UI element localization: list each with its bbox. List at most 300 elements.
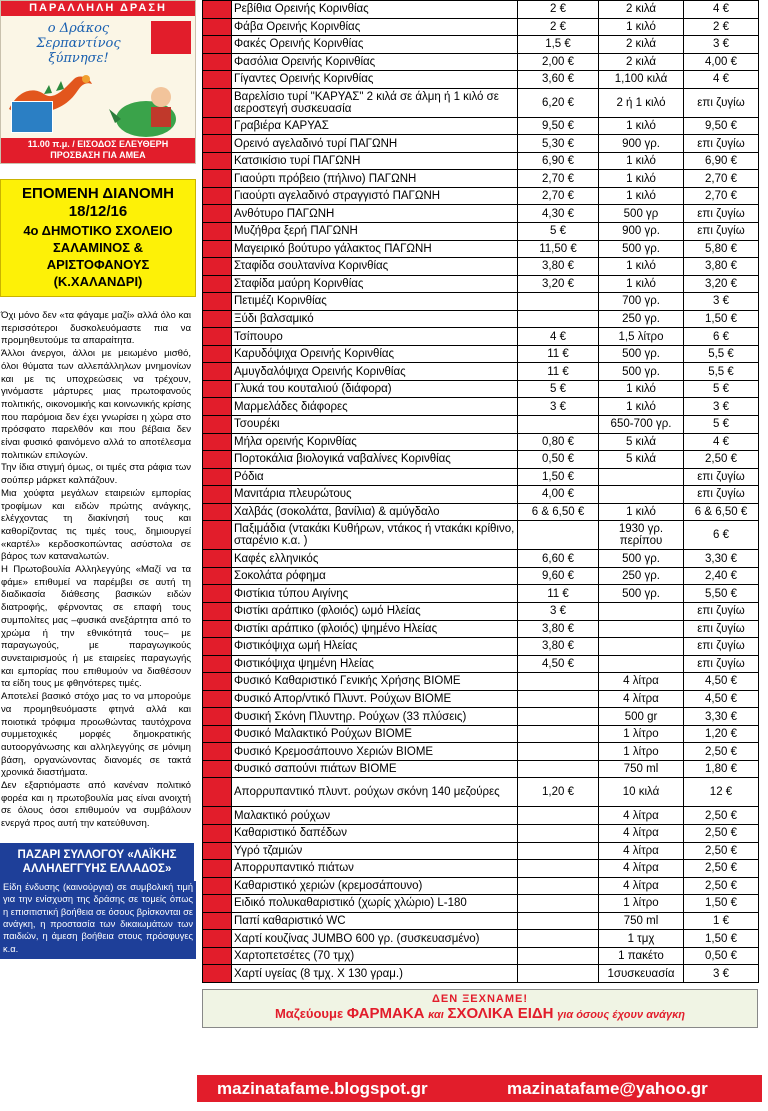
table-row [203, 363, 759, 381]
product-name: Κατσικίσιο τυρί ΠΑΓΩΝΗ [232, 152, 518, 170]
quantity: 4 λίτρα [599, 807, 684, 825]
quantity: 500 γρ. [599, 550, 684, 568]
unit-price: 1,20 € [518, 778, 599, 807]
total-price: 1,80 € [684, 760, 759, 778]
quantity: 5 κιλά [599, 451, 684, 469]
total-price: 4 € [684, 1, 759, 19]
unit-price: 5 € [518, 380, 599, 398]
event-bottom-info [1, 138, 195, 163]
total-price: 1,50 € [684, 895, 759, 913]
product-name: Απορρυπαντικό πιάτων [232, 860, 518, 878]
table-row [203, 293, 759, 311]
quantity: 1 λίτρο [599, 895, 684, 913]
total-price: 5,5 € [684, 345, 759, 363]
row-number [203, 877, 232, 895]
row-number [203, 690, 232, 708]
table-row [203, 778, 759, 807]
quantity: 4 λίτρα [599, 842, 684, 860]
row-number [203, 187, 232, 205]
product-name: Απορρυπαντικό πλυντ. ρούχων σκόνη 140 μεζούρες [232, 778, 518, 807]
quantity: 1 κιλό [599, 152, 684, 170]
unit-price [518, 673, 599, 691]
quantity: 1,100 κιλά [599, 71, 684, 89]
unit-price: 6,90 € [518, 152, 599, 170]
table-row [203, 433, 759, 451]
quantity: 250 γρ. [599, 567, 684, 585]
product-name: Χαλβάς (σοκολάτα, βανίλια) & αμύγδαλο [232, 503, 518, 521]
unit-price: 6 & 6,50 € [518, 503, 599, 521]
row-number [203, 743, 232, 761]
unit-price: 3,80 € [518, 620, 599, 638]
total-price: επι ζυγίω [684, 88, 759, 117]
banner-heading: ΔΕΝ ΞΕΧΝΑΜΕ! [431, 992, 529, 1005]
quantity [599, 602, 684, 620]
row-number [203, 451, 232, 469]
table-row [203, 117, 759, 135]
unit-price: 0,50 € [518, 451, 599, 469]
table-row [203, 416, 759, 434]
unit-price: 1,5 € [518, 36, 599, 54]
product-name: Φυσική Σκόνη Πλυντηρ. Ρούχων (33 πλύσεις) [232, 708, 518, 726]
product-name: Φυσικό Κρεμοσάπουνο Χεριών BIOME [232, 743, 518, 761]
total-price: 6,90 € [684, 152, 759, 170]
total-price: 2,50 € [684, 743, 759, 761]
table-row [203, 585, 759, 603]
table-row [203, 807, 759, 825]
banner-school-supplies: ΣΧΟΛΙΚΑ ΕΙΔΗ [447, 1004, 554, 1022]
product-name: Καθαριστικό δαπέδων [232, 824, 518, 842]
total-price: 2 € [684, 18, 759, 36]
unit-price [518, 708, 599, 726]
table-row [203, 53, 759, 71]
table-row [203, 620, 759, 638]
product-name: Φακές Ορεινής Κορινθίας [232, 36, 518, 54]
event-badge [151, 21, 191, 54]
book-illustration [11, 101, 53, 133]
paragraph: Δεν εξαρτιόμαστε από κανέναν πολιτικό φορέα και η πρωτοβουλία μας είναι ανοιχτή σε όλους όσοι επιθυμούν να συμβάλουν ενεργά προς αυτή την κατεύθυνση. [1, 780, 191, 830]
unit-price [518, 521, 599, 550]
row-number [203, 486, 232, 504]
product-name: Φασόλια Ορεινής Κορινθίας [232, 53, 518, 71]
blog-link[interactable]: mazinatafame.blogspot.gr [217, 1079, 428, 1098]
product-name: Πετιμέζι Κορινθίας [232, 293, 518, 311]
row-number [203, 36, 232, 54]
total-price: 4 € [684, 433, 759, 451]
paragraph: Η Πρωτοβουλία Αλληλεγγύης «Μαζί να τα φάμε» επιθυμεί να παρέμβει σε αυτή τη διαδικασία διάθεσης βασικών ειδών διατροφής, φέρνοντας σε επαφή τους συμπολίτες μας –φυσικά ανεξάρτητα από το χρώμα ή την εθνικότητά τους– με παραγωγούς, με παραγωγικούς συνεταιρισμούς ή με εταιρείες παραγωγής και εμπορίας που επιθυμούν να διαθέσουν τα είδη τους με φθηνότερες τιμές. [1, 564, 191, 690]
unit-price: 2 € [518, 18, 599, 36]
row-number [203, 117, 232, 135]
table-row [203, 88, 759, 117]
table-row [203, 965, 759, 983]
row-number [203, 760, 232, 778]
table-row [203, 135, 759, 153]
unit-price: 3,20 € [518, 275, 599, 293]
quantity: 1 κιλό [599, 187, 684, 205]
product-name: Γίγαντες Ορεινής Κορινθίας [232, 71, 518, 89]
total-price: 5,50 € [684, 585, 759, 603]
table-row [203, 71, 759, 89]
total-price: επι ζυγίω [684, 486, 759, 504]
unit-price: 6,60 € [518, 550, 599, 568]
total-price: 3,20 € [684, 275, 759, 293]
row-number [203, 930, 232, 948]
total-price: 3 € [684, 293, 759, 311]
left-column [0, 0, 197, 959]
quantity: 2 ή 1 κιλό [599, 88, 684, 117]
total-price: 3,80 € [684, 258, 759, 276]
unit-price: 4,00 € [518, 486, 599, 504]
quantity: 500 γρ. [599, 363, 684, 381]
product-name: Φιστίκι αράπικο (φλοιός) ωμό Ηλείας [232, 602, 518, 620]
total-price: 1,50 € [684, 930, 759, 948]
unit-price: 11 € [518, 363, 599, 381]
row-number [203, 860, 232, 878]
total-price: 9,50 € [684, 117, 759, 135]
row-number [203, 433, 232, 451]
table-row [203, 310, 759, 328]
product-name: Ρόδια [232, 468, 518, 486]
unit-price [518, 310, 599, 328]
product-name: Μαγειρικό βούτυρο γάλακτος ΠΑΓΩΝΗ [232, 240, 518, 258]
unit-price [518, 293, 599, 311]
table-row [203, 240, 759, 258]
total-price: 5,80 € [684, 240, 759, 258]
total-price: 2,70 € [684, 187, 759, 205]
footer-bar [197, 1075, 762, 1102]
unit-price [518, 912, 599, 930]
total-price: 5 € [684, 416, 759, 434]
product-name: Αμυγδαλόψιχα Ορεινής Κορινθίας [232, 363, 518, 381]
table-row [203, 187, 759, 205]
table-row [203, 170, 759, 188]
row-number [203, 88, 232, 117]
quantity: 5 κιλά [599, 433, 684, 451]
unit-price: 3 € [518, 602, 599, 620]
row-number [203, 416, 232, 434]
table-row [203, 725, 759, 743]
table-row [203, 345, 759, 363]
row-number [203, 363, 232, 381]
quantity: 1 τμχ [599, 930, 684, 948]
row-number [203, 842, 232, 860]
product-name: Καφές ελληνικός [232, 550, 518, 568]
unit-price: 3 € [518, 398, 599, 416]
total-price: 2,50 € [684, 842, 759, 860]
product-name: Τσίπουρο [232, 328, 518, 346]
table-row [203, 398, 759, 416]
table-row [203, 380, 759, 398]
product-name: Ξύδι βαλσαμικό [232, 310, 518, 328]
banner-and: και [428, 1008, 444, 1021]
event-access: ΠΡΟΣΒΑΣΗ ΓΙΑ ΑΜΕΑ [50, 150, 146, 160]
quantity: 500 γρ. [599, 345, 684, 363]
unit-price: 3,80 € [518, 258, 599, 276]
quantity [599, 486, 684, 504]
total-price: 3 € [684, 36, 759, 54]
total-price: επι ζυγίω [684, 620, 759, 638]
row-number [203, 152, 232, 170]
banner-medicines: ΦΑΡΜΑΚΑ [346, 1004, 425, 1022]
event-top-label: ΠΑΡΑΛΛΗΛΗ ΔΡΑΣΗ [1, 1, 195, 16]
quantity: 1 κιλό [599, 503, 684, 521]
row-number [203, 1, 232, 19]
total-price: 0,50 € [684, 947, 759, 965]
product-name: Φιστικόψιχα ωμή Ηλείας [232, 638, 518, 656]
table-row [203, 760, 759, 778]
product-name: Χαρτί κουζίνας JUMBO 600 γρ. (συσκευασμένο) [232, 930, 518, 948]
total-price: 4,50 € [684, 690, 759, 708]
unit-price: 5 € [518, 223, 599, 241]
quantity: 500 γρ [599, 205, 684, 223]
paragraph: Άλλοι άνεργοι, άλλοι με μειωμένο μισθό, όλοι θύματα των αλλεπάλληλων μνημονίων και με τις υποχρεώσεις να τρέχουν, γινόμαστε μάρτυρες μιας πρωτοφανούς πολιτικής, οικονομικής και κοινωνικής κρίσης που παρόμοια δεν έχει γνωρίσει η χώρα στο πρόσφατο παρελθόν και που βέβαια δεν είναι φυσικό φαινόμενο αλλά το αποτέλεσμα πολιτικών επιλογών. [1, 348, 191, 461]
quantity [599, 638, 684, 656]
quantity: 1 λίτρο [599, 743, 684, 761]
total-price: επι ζυγίω [684, 638, 759, 656]
table-row [203, 567, 759, 585]
row-number [203, 468, 232, 486]
reminder-banner [202, 989, 758, 1028]
unit-price [518, 860, 599, 878]
quantity: 1 πακέτο [599, 947, 684, 965]
table-row [203, 602, 759, 620]
quantity: 750 ml [599, 912, 684, 930]
quantity: 4 λίτρα [599, 673, 684, 691]
quantity: 250 γρ. [599, 310, 684, 328]
table-row [203, 930, 759, 948]
unit-price: 11 € [518, 345, 599, 363]
product-name: Τσουρέκι [232, 416, 518, 434]
row-number [203, 135, 232, 153]
row-number [203, 602, 232, 620]
quantity: 4 λίτρα [599, 690, 684, 708]
quantity: 900 γρ. [599, 135, 684, 153]
product-name: Καθαριστικό χεριών (κρεμοσάπουνο) [232, 877, 518, 895]
total-price: 3 € [684, 965, 759, 983]
row-number [203, 895, 232, 913]
total-price: 4 € [684, 71, 759, 89]
quantity: 2 κιλά [599, 1, 684, 19]
total-price: 5,5 € [684, 363, 759, 381]
unit-price [518, 877, 599, 895]
row-number [203, 965, 232, 983]
quantity: 1 κιλό [599, 380, 684, 398]
total-price: επι ζυγίω [684, 135, 759, 153]
row-number [203, 567, 232, 585]
unit-price [518, 930, 599, 948]
unit-price [518, 947, 599, 965]
unit-price: 5,30 € [518, 135, 599, 153]
banner-pre: Μαζεύουμε [274, 1005, 344, 1021]
product-name: Φιστικόψιχα ψημένη Ηλείας [232, 655, 518, 673]
quantity [599, 468, 684, 486]
row-number [203, 708, 232, 726]
total-price: 2,50 € [684, 824, 759, 842]
row-number [203, 170, 232, 188]
table-row [203, 638, 759, 656]
row-number [203, 380, 232, 398]
total-price: επι ζυγίω [684, 468, 759, 486]
unit-price: 3,60 € [518, 71, 599, 89]
next-street: ΣΑΛΑΜΙΝΟΣ & ΑΡΙΣΤΟΦΑΝΟΥΣ [46, 240, 150, 272]
quantity: 2 κιλά [599, 53, 684, 71]
quantity: 1 λίτρο [599, 725, 684, 743]
product-name: Ανθότυρο ΠΑΓΩΝΗ [232, 205, 518, 223]
table-row [203, 275, 759, 293]
product-name: Φυσικό Απορ/ντικό Πλυντ. Ρούχων BIOME [232, 690, 518, 708]
total-price: 2,50 € [684, 860, 759, 878]
quantity: 1συσκευασία [599, 965, 684, 983]
row-number [203, 398, 232, 416]
product-name: Μυζήθρα ξερή ΠΑΓΩΝΗ [232, 223, 518, 241]
total-price: 2,50 € [684, 877, 759, 895]
unit-price [518, 824, 599, 842]
product-name: Γλυκά του κουταλιού (διάφορα) [232, 380, 518, 398]
product-name: Πορτοκάλια βιολογικά ναβαλίνες Κορινθίας [232, 451, 518, 469]
total-price: επι ζυγίω [684, 205, 759, 223]
unit-price [518, 895, 599, 913]
table-row [203, 743, 759, 761]
table-row [203, 18, 759, 36]
table-row [203, 912, 759, 930]
unit-price: 0,80 € [518, 433, 599, 451]
product-name: Φυσικό Καθαριστικό Γενικής Χρήσης BIOME [232, 673, 518, 691]
total-price: επι ζυγίω [684, 655, 759, 673]
next-date: 18/12/16 [68, 203, 128, 220]
unit-price: 4 € [518, 328, 599, 346]
table-row [203, 36, 759, 54]
product-name: Μανιτάρια πλευρώτους [232, 486, 518, 504]
product-name: Σοκολάτα ρόφημα [232, 567, 518, 585]
product-name: Γιαούρτι πρόβειο (πήλινο) ΠΑΓΩΝΗ [232, 170, 518, 188]
quantity: 1 κιλό [599, 18, 684, 36]
quantity: 10 κιλά [599, 778, 684, 807]
paragraph: Αποτελεί βασικό στόχο μας το να μπορούμε να προμηθευόμαστε φτηνά αλλά και ποιοτικά τρόφιμα προωθώντας ταυτόχρονα συμμετοχικές μορφές δημοκρατικής αυτοοργάνωσης και αλληλεγγύης σε μόνιμη βάση, οργανώνοντας διανομές σε τακτά χρονικά διαστήματα. [1, 691, 191, 779]
product-name: Υγρό τζαμιών [232, 842, 518, 860]
table-row [203, 877, 759, 895]
event-poster [0, 0, 196, 164]
product-name: Σταφίδα μαύρη Κορινθίας [232, 275, 518, 293]
unit-price [518, 965, 599, 983]
quantity: 4 λίτρα [599, 860, 684, 878]
next-heading: ΕΠΟΜΕΝΗ ΔΙΑΝΟΜΗ [22, 185, 174, 202]
total-price: 2,40 € [684, 567, 759, 585]
quantity: 1 κιλό [599, 170, 684, 188]
event-time: 11.00 π.μ. / ΕΙΣΟΔΟΣ ΕΛΕΥΘΕΡΗ [27, 139, 169, 149]
next-school: 4ο ΔΗΜΟΤΙΚΟ ΣΧΟΛΕΙΟ [23, 223, 173, 238]
table-row [203, 468, 759, 486]
product-table-body [203, 1, 759, 983]
quantity: 2 κιλά [599, 36, 684, 54]
unit-price: 4,50 € [518, 655, 599, 673]
product-name: Χαρτί υγείας (8 τμχ. Χ 130 γραμ.) [232, 965, 518, 983]
product-name: Φιστίκια τύπου Αιγίνης [232, 585, 518, 603]
row-number [203, 258, 232, 276]
row-number [203, 53, 232, 71]
table-row [203, 486, 759, 504]
product-name: Φάβα Ορεινής Κορινθίας [232, 18, 518, 36]
paragraph: Μια χούφτα μεγάλων εταιρειών εμπορίας τροφίμων και ειδών πρώτης ανάγκης, ελέγχοντας τη διακίνησή τους και καθορίζοντας τις τιμές τους, δημιουργεί «καρτέλ» κερδοσκοπώντας ασύστολα σε βάρος των καταναλωτών. [1, 487, 191, 563]
product-name: Γραβιέρα ΚΑΡΥΑΣ [232, 117, 518, 135]
product-name: Σταφίδα σουλτανίνα Κορινθίας [232, 258, 518, 276]
quantity [599, 620, 684, 638]
product-name: Βαρελίσιο τυρί "ΚΑΡΥΑΣ" 2 κιλά σε άλμη ή 1 κιλό σε αεροστεγή συσκευασία [232, 88, 518, 117]
quantity: 1930 γρ. περίπου [599, 521, 684, 550]
unit-price: 9,50 € [518, 117, 599, 135]
table-row [203, 690, 759, 708]
product-name: Φιστίκι αράπικο (φλοιός) ψημένο Ηλείας [232, 620, 518, 638]
row-number [203, 503, 232, 521]
table-row [203, 842, 759, 860]
total-price: 12 € [684, 778, 759, 807]
quantity: 650-700 γρ. [599, 416, 684, 434]
quantity: 500 gr [599, 708, 684, 726]
banner-line [203, 1005, 757, 1022]
quantity: 1 κιλό [599, 398, 684, 416]
quantity: 1,5 λίτρο [599, 328, 684, 346]
total-price: επι ζυγίω [684, 602, 759, 620]
row-number [203, 310, 232, 328]
row-number [203, 275, 232, 293]
table-row [203, 205, 759, 223]
row-number [203, 947, 232, 965]
unit-price: 2 € [518, 1, 599, 19]
row-number [203, 824, 232, 842]
quantity: 500 γρ. [599, 585, 684, 603]
total-price: 6 € [684, 328, 759, 346]
row-number [203, 521, 232, 550]
row-number [203, 778, 232, 807]
total-price: 2,70 € [684, 170, 759, 188]
next-area: (Κ.ΧΑΛΑΝΔΡΙ) [53, 274, 143, 289]
unit-price: 2,00 € [518, 53, 599, 71]
product-name: Καρυδόψιχα Ορεινής Κορινθίας [232, 345, 518, 363]
unit-price [518, 416, 599, 434]
email-link[interactable]: mazinatafame@yahoo.gr [507, 1079, 708, 1098]
quantity: 1 κιλό [599, 258, 684, 276]
unit-price: 2,70 € [518, 170, 599, 188]
quantity [599, 655, 684, 673]
unit-price: 11,50 € [518, 240, 599, 258]
table-row [203, 947, 759, 965]
table-row [203, 328, 759, 346]
row-number [203, 240, 232, 258]
next-distribution-box [0, 179, 196, 297]
row-number [203, 293, 232, 311]
product-name: Ορεινό αγελαδινό τυρί ΠΑΓΩΝΗ [232, 135, 518, 153]
table-row [203, 258, 759, 276]
product-table [202, 0, 759, 983]
table-row [203, 1, 759, 19]
product-name: Παξιμάδια (ντακάκι Κυθήρων, ντάκος ή ντακάκι κρίθινο, σταρένιο κ.α. ) [232, 521, 518, 550]
total-price: 1 € [684, 912, 759, 930]
paragraph: Την ίδια στιγμή όμως, οι τιμές στα ράφια των σούπερ μάρκετ καλπάζουν. [1, 462, 191, 487]
row-number [203, 550, 232, 568]
product-name: Φυσικό σαπούνι πιάτων BIOME [232, 760, 518, 778]
total-price: 3,30 € [684, 708, 759, 726]
banner-post: για όσους έχουν ανάγκη [557, 1008, 686, 1021]
row-number [203, 328, 232, 346]
table-row [203, 655, 759, 673]
table-row [203, 152, 759, 170]
row-number [203, 807, 232, 825]
row-number [203, 638, 232, 656]
total-price: 3,30 € [684, 550, 759, 568]
product-name: Μαλακτικό ρούχων [232, 807, 518, 825]
unit-price: 1,50 € [518, 468, 599, 486]
total-price: 5 € [684, 380, 759, 398]
unit-price [518, 760, 599, 778]
paragraph: Όχι μόνο δεν «τα φάγαμε μαζί» αλλά όλο και περισσότεροι δυσκολευόμαστε πια να προμηθευτούμε τα απαραίτητα. [1, 310, 191, 347]
